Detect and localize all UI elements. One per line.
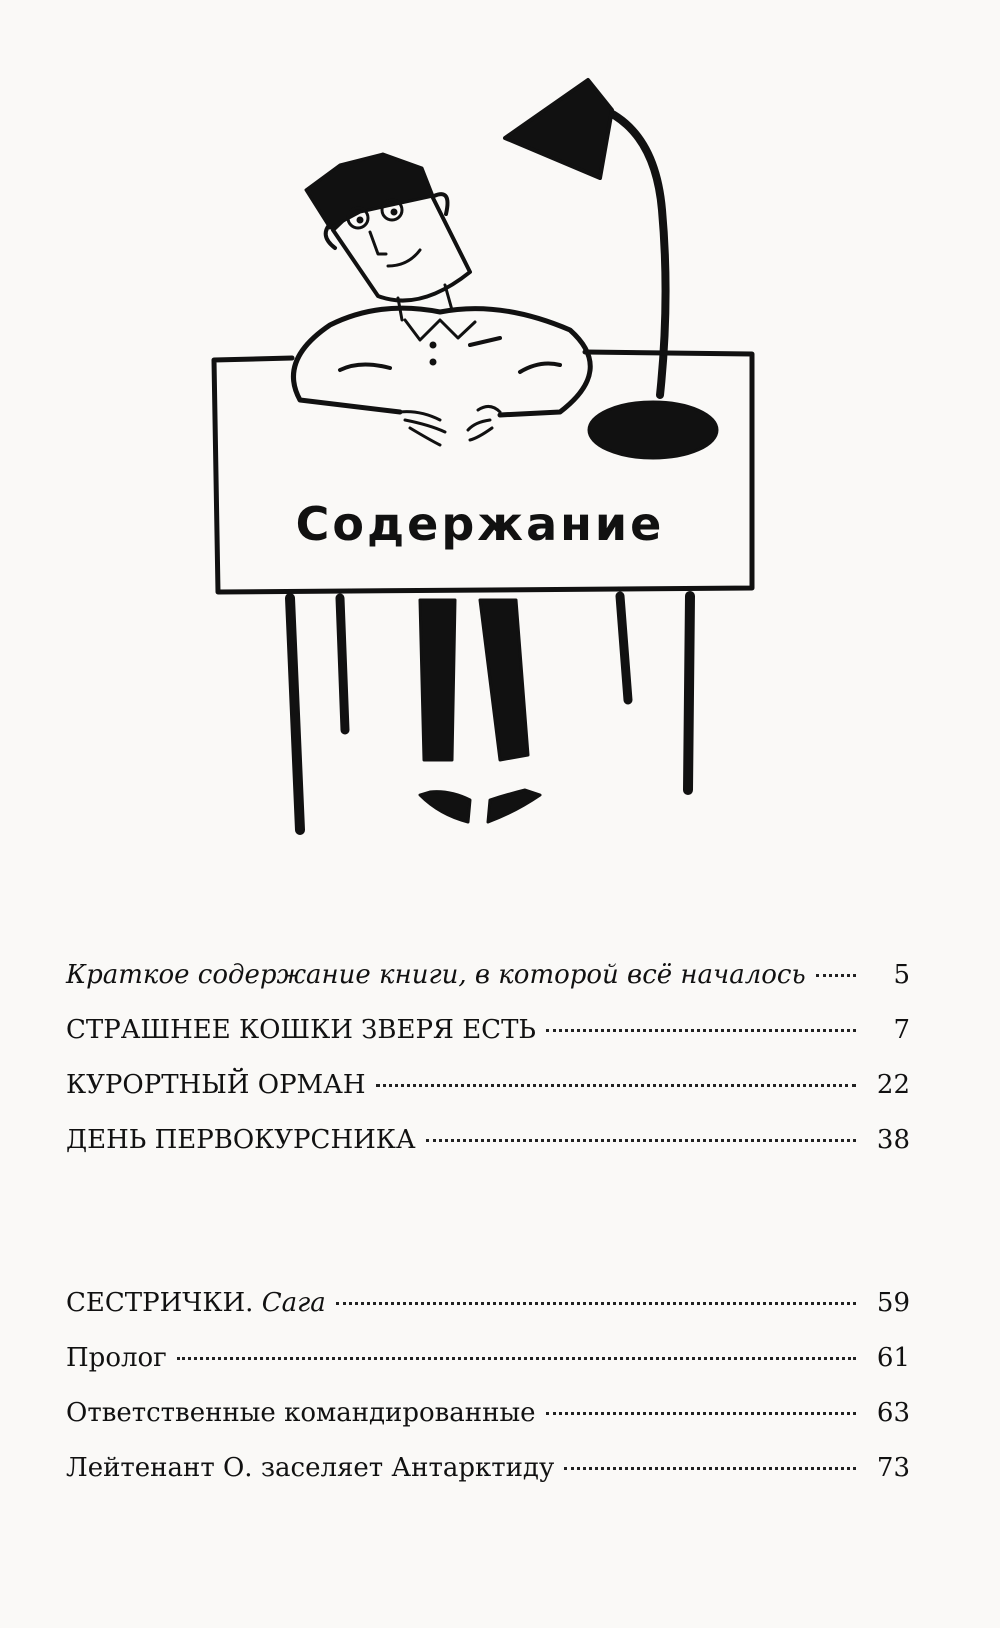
table-of-contents-part-2 — [66, 1288, 910, 1508]
toc-entry-page: 22 — [876, 1070, 910, 1100]
dot-leader — [426, 1139, 856, 1142]
dot-leader — [177, 1357, 856, 1360]
toc-entry-page: 61 — [876, 1343, 910, 1373]
toc-entry[interactable] — [66, 1453, 910, 1508]
toc-entry-title: Краткое содержание книги, в которой всё началось — [66, 960, 806, 990]
toc-entry-main-title: СЕСТРИЧКИ. — [66, 1288, 254, 1318]
dot-leader — [816, 974, 856, 977]
toc-entry-page: 5 — [893, 960, 910, 990]
toc-entry[interactable] — [66, 1398, 910, 1453]
toc-entry-title: Лейтенант О. заселяет Антарктиду — [66, 1453, 555, 1483]
toc-entry[interactable] — [66, 960, 910, 1015]
toc-entry-page: 73 — [876, 1453, 910, 1483]
toc-entry[interactable] — [66, 1070, 910, 1125]
toc-entry-page: 38 — [876, 1125, 910, 1155]
toc-entry[interactable] — [66, 1288, 910, 1343]
toc-entry-subtitle: Сага — [261, 1288, 326, 1318]
toc-entry-title — [66, 1288, 326, 1318]
toc-entry-title: ДЕНЬ ПЕРВОКУРСНИКА — [66, 1125, 416, 1155]
toc-entry-page: 63 — [876, 1398, 910, 1428]
dot-leader — [564, 1467, 856, 1470]
dot-leader — [546, 1412, 856, 1415]
dot-leader — [546, 1029, 856, 1032]
toc-entry-title: КУРОРТНЫЙ ОРМАН — [66, 1070, 366, 1100]
sign-title: Содержание — [295, 497, 665, 551]
toc-entry-title: Ответственные командированные — [66, 1398, 536, 1428]
toc-entry[interactable] — [66, 1343, 910, 1398]
dot-leader — [336, 1302, 856, 1305]
toc-entry-page: 7 — [893, 1015, 910, 1045]
toc-entry[interactable] — [66, 1125, 910, 1180]
toc-entry-title: Пролог — [66, 1343, 167, 1373]
toc-entry[interactable] — [66, 1015, 910, 1070]
dot-leader — [376, 1084, 856, 1087]
table-of-contents-part-1 — [66, 960, 910, 1180]
toc-entry-page: 59 — [876, 1288, 910, 1318]
toc-entry-title: СТРАШНЕЕ КОШКИ ЗВЕРЯ ЕСТЬ — [66, 1015, 536, 1045]
